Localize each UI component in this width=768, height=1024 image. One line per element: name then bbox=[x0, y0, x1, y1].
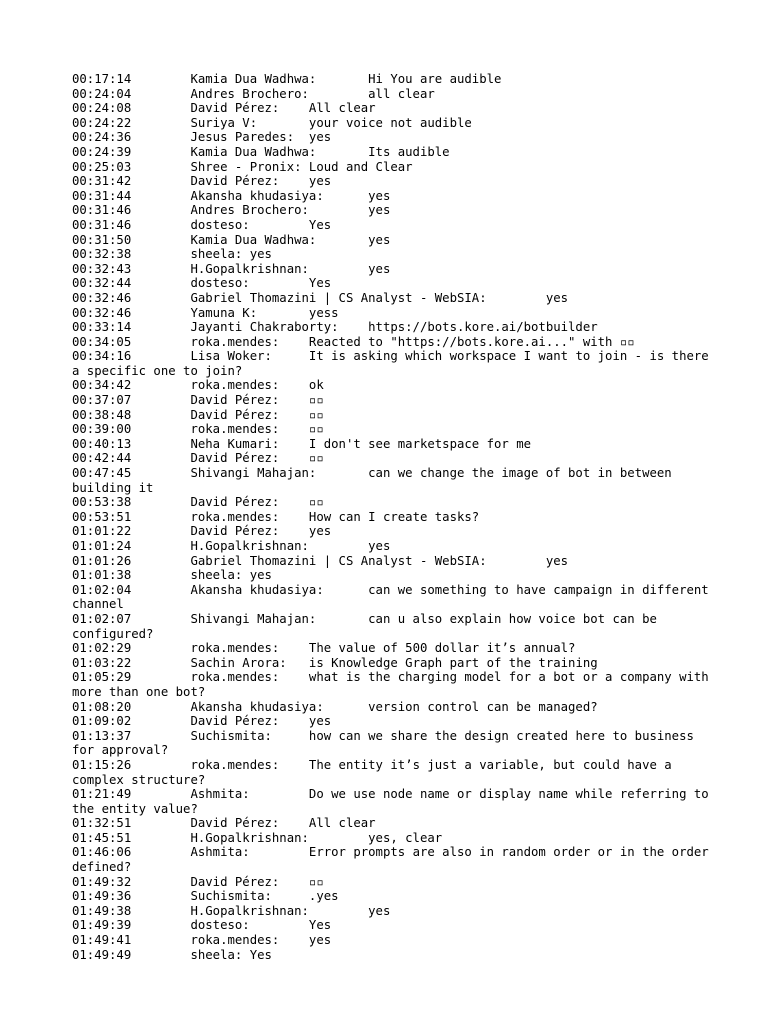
transcript-line: 01:49:49 sheela: Yes bbox=[72, 947, 272, 962]
transcript-line: 00:24:36 Jesus Paredes: yes bbox=[72, 130, 332, 145]
transcript-line: 00:17:14 Kamia Dua Wadhwa: Hi You are audible bbox=[72, 72, 502, 86]
transcript-line: 01:21:49 Ashmita: Do we use node name or display name while referring to the entity value? bbox=[72, 787, 717, 816]
transcript-line: 00:32:38 sheela: yes bbox=[72, 247, 272, 262]
transcript-line: 00:24:39 Kamia Dua Wadhwa: Its audible bbox=[72, 144, 450, 159]
transcript-line: 00:32:43 H.Gopalkrishnan: yes bbox=[72, 261, 391, 276]
transcript-line: 01:15:26 roka.mendes: The entity it’s just a variable, but could have a complex structure? bbox=[72, 757, 680, 787]
transcript-line: 00:39:00 roka.mendes: ▫▫ bbox=[72, 422, 324, 437]
transcript-line: 00:53:51 roka.mendes: How can I create tasks? bbox=[72, 509, 480, 524]
transcript-line: 00:24:04 Andres Brochero: all clear bbox=[72, 86, 435, 101]
transcript-line: 01:46:06 Ashmita: Error prompts are also in random order or in the order defined? bbox=[72, 845, 717, 875]
transcript-line: 01:02:29 roka.mendes: The value of 500 dollar it’s annual? bbox=[72, 641, 576, 656]
transcript-line: 01:01:38 sheela: yes bbox=[72, 568, 272, 583]
transcript-line: 00:25:03 Shree - Pronix: Loud and Clear bbox=[72, 159, 413, 174]
transcript-line: 00:34:05 roka.mendes: Reacted to "https://bots.kore.ai..." with ▫▫ bbox=[72, 334, 635, 349]
transcript-line: 01:49:32 David Pérez: ▫▫ bbox=[72, 874, 324, 889]
transcript-line: 01:01:26 Gabriel Thomazini | CS Analyst - WebSIA: yes bbox=[72, 553, 569, 568]
transcript-line: 01:49:41 roka.mendes: yes bbox=[72, 933, 332, 948]
transcript-line: 00:38:48 David Pérez: ▫▫ bbox=[72, 407, 324, 422]
transcript-line: 01:49:36 Suchismita: .yes bbox=[72, 889, 339, 904]
transcript-line: 00:37:07 David Pérez: ▫▫ bbox=[72, 393, 324, 408]
transcript-line: 00:31:42 David Pérez: yes bbox=[72, 174, 332, 189]
transcript-line: 01:13:37 Suchismita: how can we share the design created here to business for approval? bbox=[72, 728, 702, 758]
transcript-line: 01:02:04 Akansha khudasiya: can we something to have campaign in different channel bbox=[72, 582, 717, 612]
transcript-line: 01:32:51 David Pérez: All clear bbox=[72, 816, 376, 831]
transcript-line: 01:01:24 H.Gopalkrishnan: yes bbox=[72, 539, 391, 553]
transcript-line: 01:01:22 David Pérez: yes bbox=[72, 524, 332, 539]
transcript-line: 01:05:29 roka.mendes: what is the charging model for a bot or a company with more than one bot? bbox=[72, 670, 717, 699]
transcript-line: 00:34:42 roka.mendes: ok bbox=[72, 378, 324, 393]
transcript-line: 01:49:39 dosteso: Yes bbox=[72, 918, 332, 933]
transcript-line: 00:47:45 Shivangi Mahajan: can we change the image of bot in between building it bbox=[72, 466, 680, 495]
transcript-line: 00:32:44 dosteso: Yes bbox=[72, 276, 332, 291]
transcript-line: 00:24:22 Suriya V: your voice not audible bbox=[72, 115, 472, 130]
transcript-line: 00:24:08 David Pérez: All clear bbox=[72, 101, 376, 116]
transcript-line: 00:32:46 Yamuna K: yess bbox=[72, 305, 339, 320]
chat-transcript bbox=[72, 72, 717, 962]
transcript-line: 00:31:46 Andres Brochero: yes bbox=[72, 203, 391, 218]
transcript-line: 01:09:02 David Pérez: yes bbox=[72, 714, 332, 729]
transcript-line: 01:02:07 Shivangi Mahajan: can u also explain how voice bot can be configured? bbox=[72, 611, 665, 641]
transcript-line: 00:40:13 Neha Kumari: I don't see marketspace for me bbox=[72, 436, 532, 451]
transcript-line: 01:03:22 Sachin Arora: is Knowledge Graph part of the training bbox=[72, 655, 598, 670]
transcript-line: 01:08:20 Akansha khudasiya: version control can be managed? bbox=[72, 699, 598, 714]
transcript-line: 00:53:38 David Pérez: ▫▫ bbox=[72, 495, 324, 510]
transcript-line: 01:49:38 H.Gopalkrishnan: yes bbox=[72, 903, 391, 918]
transcript-line: 01:45:51 H.Gopalkrishnan: yes, clear bbox=[72, 830, 443, 845]
transcript-line: 00:31:50 Kamia Dua Wadhwa: yes bbox=[72, 232, 391, 247]
transcript-line: 00:34:16 Lisa Woker: It is asking which workspace I want to join - is there a specific one to join? bbox=[72, 349, 717, 378]
transcript-line: 00:33:14 Jayanti Chakraborty: https://bots.kore.ai/botbuilder bbox=[72, 320, 598, 335]
transcript-line: 00:31:46 dosteso: Yes bbox=[72, 217, 332, 232]
transcript-line: 00:32:46 Gabriel Thomazini | CS Analyst - WebSIA: yes bbox=[72, 290, 569, 305]
transcript-line: 00:42:44 David Pérez: ▫▫ bbox=[72, 451, 324, 466]
transcript-line: 00:31:44 Akansha khudasiya: yes bbox=[72, 188, 391, 203]
